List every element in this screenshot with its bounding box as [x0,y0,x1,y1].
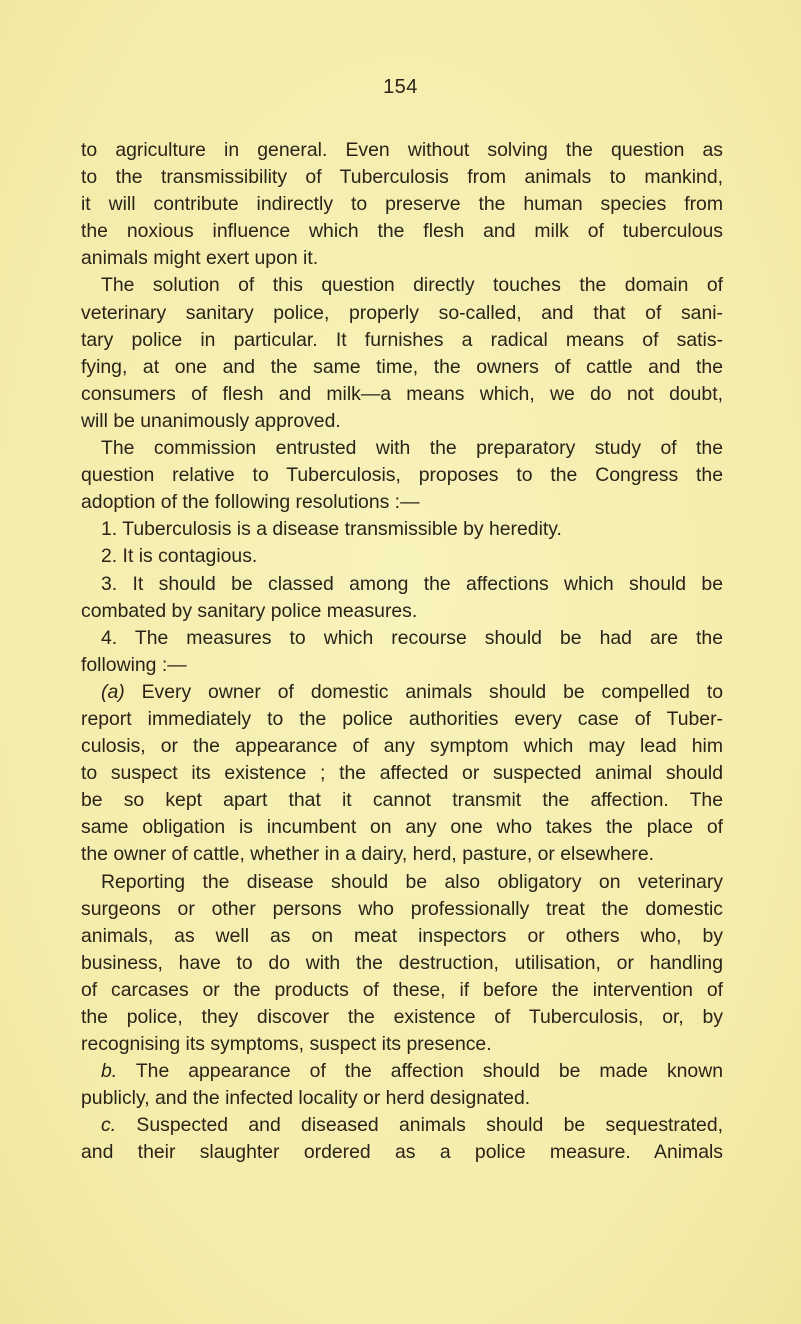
text-line [81,1112,723,1139]
text-line [81,679,723,706]
line-text: publicly, and the infected locality or herd designated. [81,1087,531,1110]
line-text: question relative to Tuberculosis, proposes to the Congress the [81,464,723,487]
line-text: report immediately to the police authorities every case of Tuber- [81,707,723,730]
text-line [81,435,723,462]
line-text: Suspected and diseased animals should be sequestrated, [116,1114,723,1137]
text-line [81,896,723,923]
line-text: to the transmissibility of Tuberculosis from animals to mankind, [81,166,723,189]
line-text: business, have to do with the destruction, utilisation, or handling [81,951,723,974]
text-line [81,164,723,191]
text-line [81,354,723,381]
text-line [81,1058,723,1085]
list-marker: c. [101,1114,117,1137]
line-text: adoption of the following resolutions :— [81,491,420,514]
text-line [81,408,723,435]
text-line [81,516,723,543]
line-text: culosis, or the appearance of any symptom which may lead him [81,735,723,758]
text-line [81,950,723,977]
line-text: tary police in particular. It furnishes a radical means of satis- [81,328,723,351]
line-text: The solution of this question directly touches the domain of [101,274,723,297]
body-text [81,137,723,1167]
line-text: surgeons or other persons who professionally treat the domestic [81,897,723,920]
text-line [81,625,723,652]
page-number: 154 [383,76,418,98]
list-marker: (a) [101,680,125,703]
line-text: animals, as well as on meat inspectors or others who, by [81,924,723,947]
line-text: the noxious influence which the flesh and milk of tuberculous [81,220,723,243]
text-line [81,1004,723,1031]
text-line [81,300,723,327]
text-line [81,869,723,896]
line-text: The appearance of the affection should be made known [117,1060,723,1083]
text-line [81,218,723,245]
line-text: fying, at one and the same time, the owners of cattle and the [81,355,723,378]
line-text: and their slaughter ordered as a police measure. Animals [81,1141,723,1164]
line-text: combated by sanitary police measures. [81,599,418,622]
text-line [81,245,723,272]
text-line [81,571,723,598]
line-text: recognising its symptoms, suspect its presence. [81,1033,492,1056]
line-text: to agriculture in general. Even without solving the question as [81,139,723,161]
text-line [81,787,723,814]
text-line [81,137,723,164]
line-text: it will contribute indirectly to preserve the human species from [81,193,723,216]
text-line [81,977,723,1004]
text-line [81,652,723,679]
text-line [81,381,723,408]
text-line [81,760,723,787]
line-text: veterinary sanitary police, properly so-called, and that of sani- [81,301,723,324]
line-text: animals might exert upon it. [81,247,319,270]
line-text: of carcases or the products of these, if before the intervention of [81,978,723,1001]
line-text: Reporting the disease should be also obligatory on veterinary [101,870,723,893]
line-text: 4. The measures to which recourse should be had are the [101,626,723,649]
text-line [81,462,723,489]
line-text: 3. It should be classed among the affections which should be [101,572,723,595]
text-line [81,923,723,950]
text-line [81,814,723,841]
text-line [81,1139,723,1166]
line-text: will be unanimously approved. [81,409,341,432]
line-text: consumers of flesh and milk—a means which, we do not doubt, [81,382,723,405]
text-line [81,1031,723,1058]
line-text: same obligation is incumbent on any one who takes the place of [81,816,723,839]
text-line [81,489,723,516]
line-text: the owner of cattle, whether in a dairy, herd, pasture, or elsewhere. [81,843,655,866]
line-text: be so kept apart that it cannot transmit the affection. The [81,789,723,812]
text-line [81,272,723,299]
text-line [81,543,723,570]
line-text: the police, they discover the existence of Tuberculosis, or, by [81,1006,723,1028]
text-line [81,598,723,625]
line-text: 1. Tuberculosis is a disease transmissible by heredity. [101,518,562,541]
line-text: 2. It is contagious. [101,545,258,568]
text-line [81,327,723,354]
text-line [81,706,723,733]
line-text: to suspect its existence ; the affected or suspected animal should [81,762,723,785]
line-text: Every owner of domestic animals should be compelled to [124,680,723,703]
text-line [81,733,723,760]
line-text: following :— [81,653,187,676]
text-line [81,191,723,218]
line-text: The commission entrusted with the preparatory study of the [101,437,723,460]
list-marker: b. [101,1060,118,1083]
text-line [81,841,723,868]
text-line [81,1085,723,1112]
